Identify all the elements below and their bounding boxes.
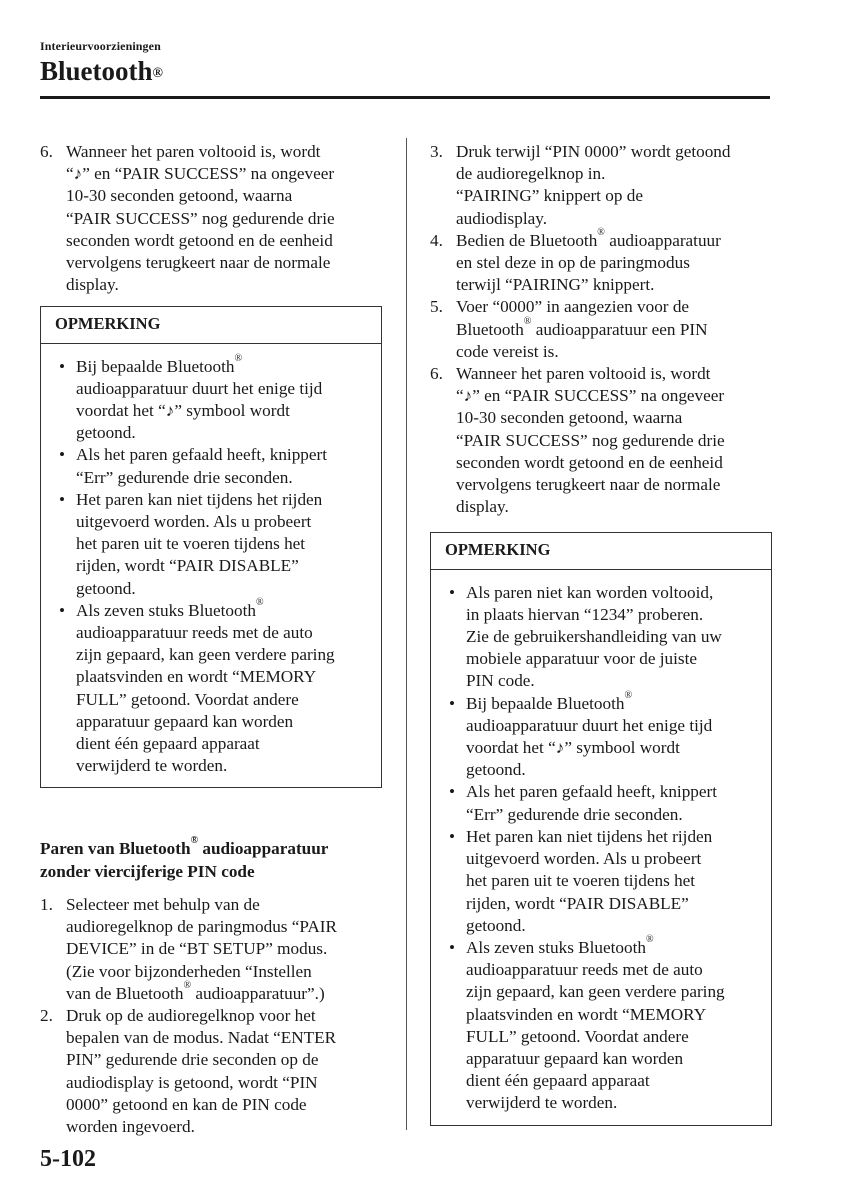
note-box [40, 306, 382, 788]
bullet-icon: • [449, 582, 456, 602]
text-line: Als zeven stuks Bluetooth® [466, 933, 654, 957]
note-box [430, 532, 772, 1125]
text-line: verwijderd te worden. [466, 1093, 618, 1113]
bullet-text [76, 444, 373, 488]
text-line: mobiele apparatuur voor de juiste [466, 649, 697, 669]
bullet-icon: • [59, 356, 66, 376]
text-line: Bedien de Bluetooth® audioapparatuur [456, 226, 721, 250]
registered-mark: ® [152, 66, 163, 81]
text-line: PIN code. [466, 671, 535, 691]
text-line: Voer “0000” in aangezien voor de [456, 297, 690, 317]
note-bullet-item [55, 352, 373, 445]
text-line: apparatuur gepaard kan worden [466, 1048, 684, 1068]
text-line: audioapparatuur duurt het enige tijd [76, 378, 323, 398]
text-line: apparatuur gepaard kan worden [76, 711, 294, 731]
step-text [66, 141, 382, 296]
step-text [456, 296, 772, 363]
page-title-text: Bluetooth [40, 56, 153, 86]
text-line: display. [66, 275, 119, 295]
text-line: getoond. [466, 915, 526, 935]
text-line: “PAIRING” knippert op de [456, 186, 643, 206]
text-line: audiodisplay. [456, 208, 548, 228]
text-line: seconden wordt getoond en de eenheid [66, 230, 333, 250]
text-line: voordat het “♪” symbool wordt [76, 401, 290, 421]
step-number: 3. [430, 142, 443, 161]
subsection-heading [40, 835, 382, 882]
note-bullet-item [55, 444, 373, 488]
text-line: Als het paren gefaald heeft, knippert [466, 782, 718, 802]
note-bullet-item [445, 689, 763, 782]
text-line: Druk op de audioregelknop voor het [66, 1005, 316, 1025]
text-line: (Zie voor bijzonderheden “Instellen [66, 961, 312, 981]
text-line: uitgevoerd worden. Als u probeert [466, 849, 702, 869]
text-line: Selecteer met behulp van de [66, 894, 260, 914]
step-text [66, 1005, 382, 1138]
text-line: getoond. [76, 423, 136, 443]
text-line: “♪” en “PAIR SUCCESS” na ongeveer [456, 386, 725, 406]
text-line: Het paren kan niet tijdens het rijden [76, 489, 323, 509]
text-line: 10-30 seconden getoond, waarna [66, 186, 293, 206]
bullet-text [466, 826, 763, 937]
text-line: seconden wordt getoond en de eenheid [456, 452, 723, 472]
page-title [40, 54, 163, 88]
text-line: 10-30 seconden getoond, waarna [456, 408, 683, 428]
step-number: 2. [40, 1005, 53, 1025]
note-bullet-item [445, 582, 763, 693]
bullet-text [466, 582, 763, 693]
step-item [430, 363, 772, 518]
text-line: 0000” getoond en kan de PIN code [66, 1094, 307, 1114]
text-line: code vereist is. [456, 341, 559, 361]
bullet-icon: • [449, 937, 456, 957]
section-label: Interieurvoorzieningen [40, 39, 161, 53]
text-line: dient één gepaard apparaat [76, 734, 260, 754]
text-line: FULL” getoond. Voordat andere [76, 689, 299, 709]
text-line: en stel deze in op de paringmodus [456, 253, 690, 273]
text-line: vervolgens terugkeert naar de normale [456, 475, 721, 495]
step-item [430, 226, 772, 297]
text-line: zijn gepaard, kan geen verdere paring [466, 982, 725, 1002]
text-line: “Err” gedurende drie seconden. [76, 467, 293, 487]
step-item [40, 1005, 382, 1138]
note-bullet-item [445, 933, 763, 1115]
text-line: Het paren kan niet tijdens het rijden [466, 826, 713, 846]
text-line: Als paren niet kan worden voltooid, [466, 582, 714, 602]
step-number: 5. [430, 297, 443, 317]
step-number: 6. [40, 142, 53, 161]
step-text [456, 363, 772, 518]
text-line: audioapparatuur reeds met de auto [76, 623, 313, 643]
bullet-icon: • [59, 445, 66, 465]
bullet-icon: • [449, 693, 456, 713]
step-item [430, 141, 772, 230]
bullet-icon: • [449, 826, 456, 846]
text-line: van de Bluetooth® audioapparatuur”.) [66, 979, 325, 1003]
step-number: 1. [40, 894, 53, 914]
text-line: het paren uit te voeren tijdens het [466, 871, 696, 891]
note-bullet-item [445, 781, 763, 825]
text-line: PIN” gedurende drie seconden op de [66, 1050, 319, 1070]
text-line: worden ingevoerd. [66, 1116, 195, 1136]
text-line: audioregelknop de paringmodus “PAIR [66, 917, 337, 937]
right-column [430, 141, 772, 1140]
text-line: Paren van Bluetooth® audioapparatuur [40, 835, 329, 859]
text-line: in plaats hiervan “1234” proberen. [466, 604, 704, 624]
text-line: de audioregelknop in. [456, 164, 606, 184]
bullet-icon: • [59, 600, 66, 620]
step-item [40, 894, 382, 1005]
bullet-text [466, 689, 763, 782]
text-line: terwijl “PAIRING” knippert. [456, 275, 655, 295]
column-divider [406, 138, 407, 1130]
bullet-icon: • [59, 489, 66, 509]
text-line: Wanneer het paren voltooid is, wordt [456, 364, 711, 384]
text-line: zonder viercijferige PIN code [40, 861, 255, 881]
text-line: dient één gepaard apparaat [466, 1071, 650, 1091]
text-line: audiodisplay is getoond, wordt “PIN [66, 1072, 318, 1092]
page-number: 5-102 [40, 1146, 96, 1172]
text-line: Als het paren gefaald heeft, knippert [76, 445, 328, 465]
note-title: OPMERKING [431, 533, 771, 569]
text-line: rijden, wordt “PAIR DISABLE” [466, 893, 689, 913]
right-step-list [430, 141, 772, 518]
text-line: vervolgens terugkeert naar de normale [66, 253, 331, 273]
text-line: Zie de gebruikershandleiding van uw [466, 627, 722, 647]
note-bullet-list [55, 352, 373, 778]
note-bullet-list [445, 582, 763, 1115]
text-line: plaatsvinden en wordt “MEMORY [76, 667, 317, 687]
left-column [40, 141, 382, 1138]
note-bullet-item [445, 826, 763, 937]
text-line: “PAIR SUCCESS” nog gedurende drie [456, 430, 725, 450]
bullet-text [76, 596, 373, 778]
header-rule [40, 96, 770, 99]
step-number: 6. [430, 364, 443, 384]
note-bullet-item [55, 596, 373, 778]
text-line: Wanneer het paren voltooid is, wordt [66, 142, 321, 161]
step-text [456, 226, 772, 297]
text-line: uitgevoerd worden. Als u probeert [76, 512, 312, 532]
step-item [40, 141, 382, 296]
step-text [66, 894, 382, 1005]
text-line: verwijderd te worden. [76, 756, 228, 776]
text-line: “♪” en “PAIR SUCCESS” na ongeveer [66, 164, 335, 184]
note-title: OPMERKING [41, 307, 381, 343]
text-line: Bij bepaalde Bluetooth® [466, 689, 633, 713]
text-line: Druk terwijl “PIN 0000” wordt getoond [456, 142, 731, 161]
text-line: voordat het “♪” symbool wordt [466, 738, 680, 758]
text-line: display. [456, 497, 509, 517]
text-line: zijn gepaard, kan geen verdere paring [76, 645, 335, 665]
step-item [430, 296, 772, 363]
text-line: het paren uit te voeren tijdens het [76, 534, 306, 554]
text-line: DEVICE” in de “BT SETUP” modus. [66, 939, 328, 959]
text-line: “PAIR SUCCESS” nog gedurende drie [66, 208, 335, 228]
text-line: plaatsvinden en wordt “MEMORY [466, 1004, 707, 1024]
bullet-text [466, 933, 763, 1115]
text-line: rijden, wordt “PAIR DISABLE” [76, 556, 299, 576]
bullet-text [76, 352, 373, 445]
bullet-text [76, 489, 373, 600]
left-step-list-2 [40, 894, 382, 1138]
text-line: Bluetooth® audioapparatuur een PIN [456, 315, 708, 339]
bullet-icon: • [449, 782, 456, 802]
text-line: getoond. [466, 760, 526, 780]
text-line: Als zeven stuks Bluetooth® [76, 596, 264, 620]
left-step-list [40, 141, 382, 296]
text-line: Bij bepaalde Bluetooth® [76, 352, 243, 376]
step-text [456, 141, 772, 230]
text-line: FULL” getoond. Voordat andere [466, 1026, 689, 1046]
text-line: audioapparatuur duurt het enige tijd [466, 715, 713, 735]
text-line: bepalen van de modus. Nadat “ENTER [66, 1028, 337, 1048]
text-line: getoond. [76, 578, 136, 598]
bullet-text [466, 781, 763, 825]
note-bullet-item [55, 489, 373, 600]
step-number: 4. [430, 230, 443, 250]
text-line: “Err” gedurende drie seconden. [466, 804, 683, 824]
text-line: audioapparatuur reeds met de auto [466, 960, 703, 980]
